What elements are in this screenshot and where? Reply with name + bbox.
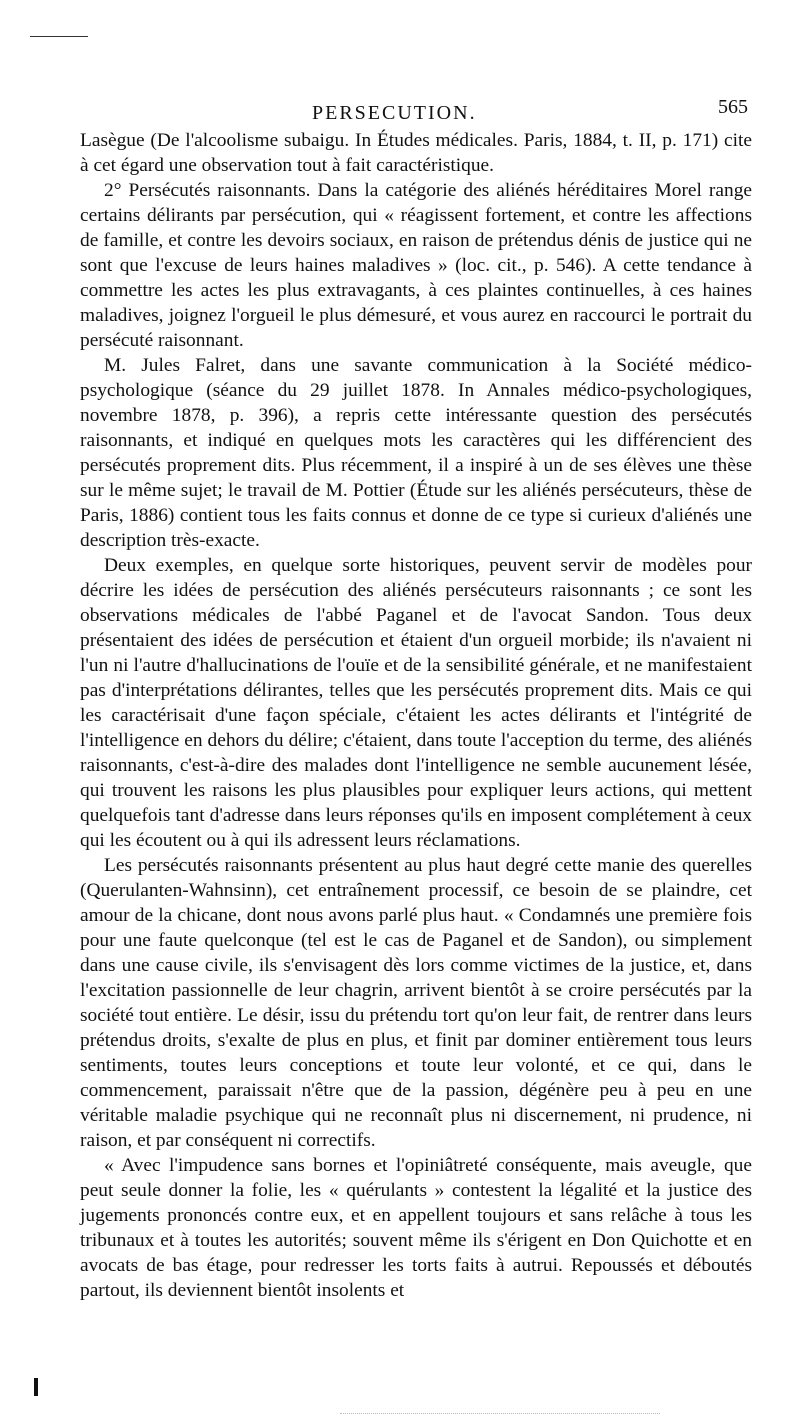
- paragraph-4: Deux exemples, en quelque sorte historiques, peuvent servir de modèles pour décrire les idées de persécution des aliénés persécuteurs raisonnants ; ce sont les observations médicales de l'abbé Paganel et de l'avocat Sandon. Tous deux présentaient des idées de persécution et étaient d'un orgueil morbide; ils n'avaient ni l'un ni l'autre d'hallucinations de l'ouïe et de la sensibilité générale, et ne manifestaient pas d'interprétations délirantes, telles que les persécutés proprement dits. Mais ce qui les caractérisait d'une façon spéciale, c'étaient les actes délirants et l'intégrité de l'intelligence en dehors du délire; c'étaient, dans toute l'acception du terme, des aliénés raisonnants, c'est-à-dire des malades dont l'intelligence ne semble aucunement lésée, qui trouvent les raisons les plus plausibles pour expliquer leurs actions, qui mettent quelquefois tant d'adresse dans leurs réponses qu'ils en imposent complétement à ceux qui les écoutent ou à qui ils adressent leurs réclamations.: [80, 555, 752, 851]
- page-number: 565: [718, 96, 748, 118]
- running-header: [80, 96, 752, 126]
- paragraph-2: 2° Persécutés raisonnants. Dans la catégorie des aliénés héréditaires Morel range certains délirants par persécution, qui « réagissent fortement, et contre les affections de famille, et contre les devoirs sociaux, en raison de prétendus dénis de justice qui ne sont que l'excuse de leurs haines maladives » (loc. cit., p. 546). A cette tendance à commettre les actes les plus extravagants, à ces plaintes continuelles, à ces haines maladives, joignez l'orgueil le plus démesuré, et vous aurez en raccourci le portrait du persécuté raisonnant.: [80, 180, 752, 351]
- paragraph-6: « Avec l'impudence sans bornes et l'opiniâtreté conséquente, mais aveugle, que peut seule donner la folie, les « quérulants » contestent la légalité et la justice des jugements prononcés contre eux, et en appellent toujours et sans relâche à tous les tribunaux et à toutes les autorités; souvent même ils s'érigent en Don Quichotte et en avocats de bas étage, pour redresser les torts faits à autrui. Repoussés et déboutés partout, ils deviennent bientôt insolents et: [80, 1155, 752, 1301]
- paragraph-1: Lasègue (De l'alcoolisme subaigu. In Études médicales. Paris, 1884, t. II, p. 171) cite à cet égard une observation tout à fait caractéristique.: [80, 130, 752, 176]
- bleed-through-line: [340, 1413, 660, 1414]
- paragraph-5: Les persécutés raisonnants présentent au plus haut degré cette manie des querelles (Querulanten-Wahnsinn), cet entraînement processif, ce besoin de se plaindre, cet amour de la chicane, dont nous avons parlé plus haut. « Condamnés une première fois pour une faute quelconque (tel est le cas de Paganel et de Sandon), ou simplement dans une cause civile, ils s'envisagent dès lors comme victimes de la justice, et, dans l'excitation passionnelle de leur chagrin, arrivent bientôt à se croire persécutés par la société tout entière. Le désir, issu du prétendu tort qu'on leur fait, de rentrer dans leurs prétendus droits, s'exalte de plus en plus, et finit par dominer entièrement tous leurs sentiments, toutes leurs conceptions et toute leur volonté, et ce qui, dans le commencement, paraissait n'être que de la passion, dégénère peu à peu en une véritable maladie psychique qui ne reconnaît plus ni discernement, ni prudence, ni raison, et par conséquent ni correctifs.: [80, 855, 752, 1151]
- body-text: [80, 128, 752, 1303]
- running-title: PERSECUTION.: [312, 102, 477, 124]
- margin-mark: [34, 1378, 38, 1396]
- top-rule: [30, 36, 88, 37]
- paragraph-3: M. Jules Falret, dans une savante communication à la Société médico-psychologique (séance du 29 juillet 1878. In Annales médico-psychologiques, novembre 1878, p. 396), a repris cette intéressante question des persécutés raisonnants, et indiqué en quelques mots les caractères qui les différencient des persécutés proprement dits. Plus récemment, il a inspiré à un de ses élèves une thèse sur le même sujet; le travail de M. Pottier (Étude sur les aliénés persécuteurs, thèse de Paris, 1886) contient tous les faits connus et donne de ce type si curieux d'aliénés une description très-exacte.: [80, 355, 752, 551]
